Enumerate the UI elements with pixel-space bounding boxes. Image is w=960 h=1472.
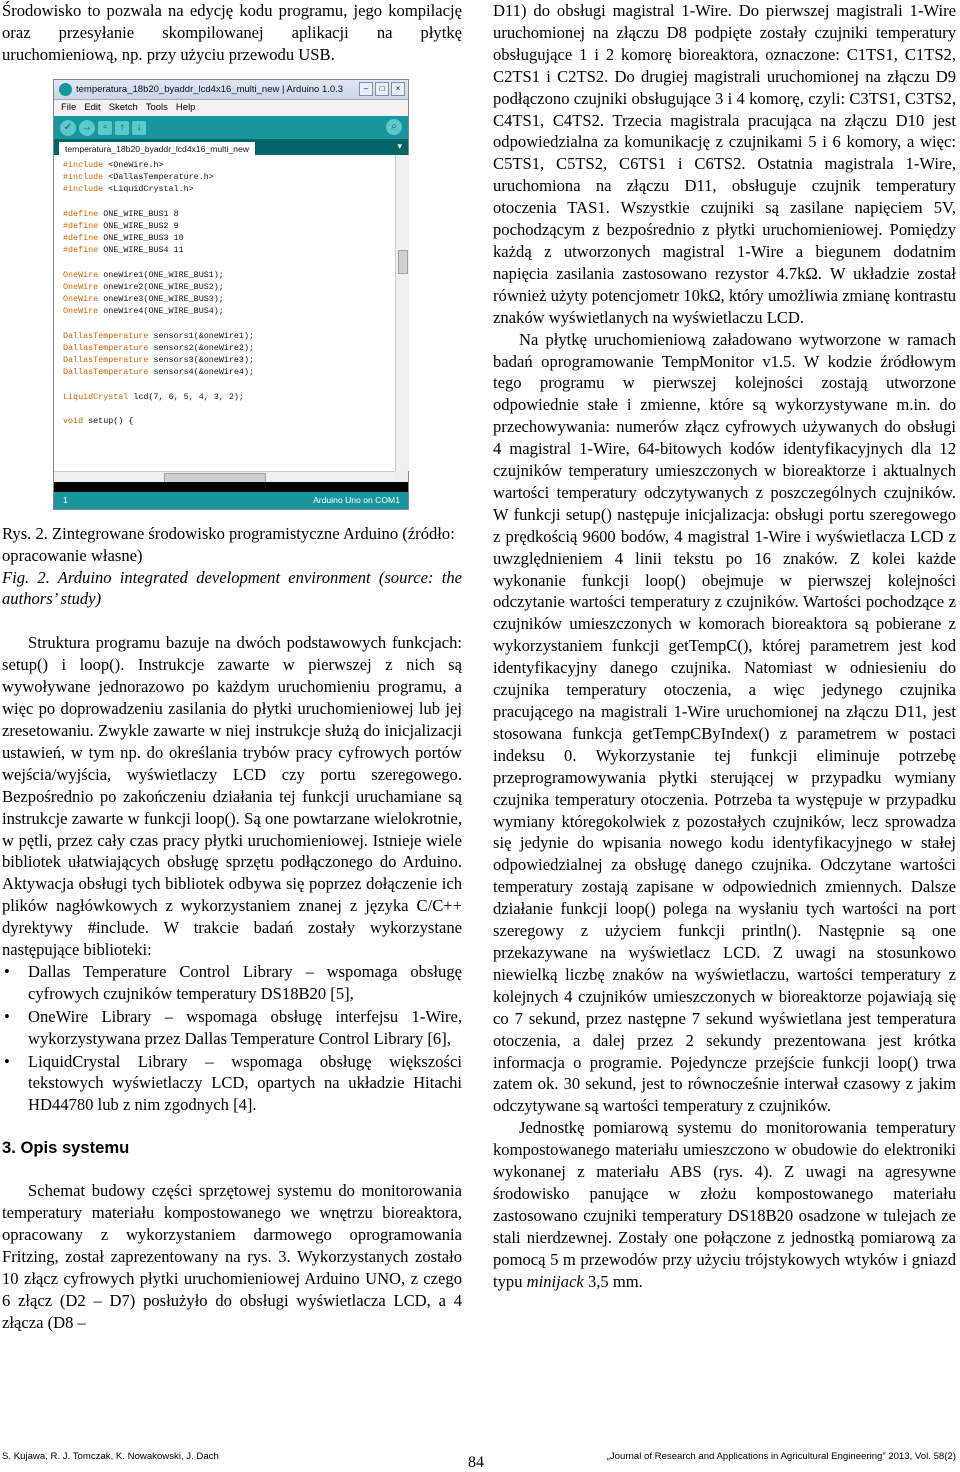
serial-monitor-icon[interactable]: ⌕ (386, 119, 402, 135)
close-icon[interactable]: × (391, 82, 405, 96)
code-line (63, 403, 395, 415)
figure-caption-en: Fig. 2. Arduino integrated development environment (source: the authors’ study) (2, 567, 462, 609)
code-line: OneWire oneWire3(ONE_WIRE_BUS3); (63, 294, 224, 305)
right-column (493, 0, 956, 1292)
ide-toolbar (54, 116, 408, 139)
body-paragraph: Struktura programu bazuje na dwóch podstawowych funkcjach: setup() i loop(). Instrukcje zawarte w pierwszej z nich są wywoływane jednorazowo po każdym uruchomieniu programu, a więc po doprowadzeniu zasilania do płytki uruchomieniowej lub jej zresetowaniu. Zwykle zawarte w niej instrukcje służą do inicjalizacji ustawień, w tym np. do określania trybów pracy cyfrowych portów wejścia/wyjścia, wyświetlaczy LCD czy portu szeregowego. Bezpośrednio po zakończeniu działania tej funkcji uruchamiane są instrukcje zawarte w funkcji loop(). Są one powtarzane wielokrotnie, w pętli, przez cały czas pracy płytki uruchomieniowej. Istnieje wiele bibliotek ułatwiających obsługę sprzętu podłączonego do Arduino. Aktywacja obsługi tych bibliotek odbywa się poprzez dołączenie ich plików nagłówkowych z wykorzystaniem znanej z języka C/C++ dyrektywy #include. W trakcie badań zostały wykorzystane następujące biblioteki: (2, 633, 462, 960)
intro-paragraph: Środowisko to pozwala na edycję kodu programu, jego kompilację oraz przesyłanie skompilowanej aplikacji na płytkę uruchomieniową, np. przy użyciu przewodu USB. (2, 1, 462, 64)
bullet-icon: • (4, 1051, 10, 1071)
code-line: #define ONE_WIRE_BUS4 11 (63, 245, 184, 256)
list-item: • Dallas Temperature Control Library – wspomaga obsługę cyfrowych czujników temperatury DS18B20 [5], (4, 961, 462, 1003)
code-line: OneWire oneWire1(ONE_WIRE_BUS1); (63, 269, 224, 280)
menu-edit[interactable]: Edit (84, 102, 101, 113)
footer-authors: S. Kujawa, R. J. Tomczak, K. Nowakowski, J. Dach (2, 1451, 219, 1462)
line-number: 1 (63, 495, 68, 505)
list-item: • OneWire Library – wspomaga obsługę interfejsu 1-Wire, wykorzystywana przez Dallas Temperature Control Library [6], (4, 1006, 462, 1048)
board-port-label: Arduino Uno on COM1 (313, 495, 400, 505)
body-paragraph: D11) do obsługi magistral 1-Wire. Do pierwszej magistrali 1-Wire uruchomionej na złączu D8 podpięte zostały czujniki temperatury obsługujące 1 i 2 komorę bioreaktora, oznaczone: C1TS1, C1TS2, C2TS1 i C2TS2. Do drugiej magistrali uruchomionej na złączu D9 podłączono czujniki obsługujące 3 i 4 komorę, czyli: C3TS1, C3TS2, C4TS1, C4TS2. Trzecia magistrala pracująca na złączu D10 jest odpowiedzialna za komunikację z czujnikami 5 i 6 komory, a więc: C5TS1, C5TS2, C6TS1 i C6TS2. Ostatnia magistrala 1-Wire, uruchomiona na złączu D11, obsługuje czujnik temperatury otoczenia TAS1. Wszystkie czujniki są zasilane napięciem 5V, pochodzącym z bezpośrednio z płytki uruchomieniowej. Pomiędzy każdą z utworzonych magistral 1-Wire a biegunem dodatnim napięcia zasilania zastosowano rezystor 4.7kΩ. W układzie został również użyty potencjometr 10kΩ, który umożliwia zmianę kontrastu znaków wyświetlanych na wyświetlaczu LCD. (493, 1, 957, 327)
code-line: LiquidCrystal lcd(7, 6, 5, 4, 3, 2); (63, 391, 244, 402)
maximize-icon[interactable]: □ (375, 82, 389, 96)
bullet-icon: • (4, 1006, 10, 1026)
page-number: 84 (468, 1454, 484, 1471)
menu-help[interactable]: Help (175, 102, 196, 113)
list-item: • LiquidCrystal Library – wspomaga obsługę większości tekstowych wyświetlaczy LCD, opartych na układzie Hitachi HD44780 lub z nim zgodnych [4]. (4, 1051, 462, 1115)
code-line: DallasTemperature sensors4(&oneWire4); (63, 367, 254, 378)
arduino-logo-icon (59, 83, 72, 96)
verify-icon[interactable]: ✓ (60, 120, 76, 136)
bullet-icon: • (4, 961, 10, 981)
new-icon[interactable]: ▫ (98, 121, 112, 135)
library-list (2, 961, 462, 1116)
code-line: #include <OneWire.h> (63, 160, 164, 170)
section-heading: 3. Opis systemu (2, 1138, 130, 1158)
body-paragraph: Jednostkę pomiarową systemu do monitorowania temperatury kompostowanego materiału umieszczono w obudowie do elektroniki wykonanej z materiału ABS (rys. 4). Z uwagi na agresywne środowisko panujące w złożu kompostowanego materiału zastosowano czujniki temperatury DS18B20 osadzone w tulejach ze stali nierdzewnej. Zostały one połączone z jednostką pomiarową za pomocą 5 m przewodów przy użyciu trójstykowych wtyków i gniazd typu minijack 3,5 mm. (493, 1118, 956, 1291)
code-line: OneWire oneWire2(ONE_WIRE_BUS2); (63, 282, 224, 292)
code-line (63, 318, 395, 330)
code-line: OneWire oneWire4(ONE_WIRE_BUS4); (63, 306, 224, 317)
window-titlebar (54, 80, 408, 100)
code-line: DallasTemperature sensors3(&oneWire3); (63, 355, 254, 366)
status-bar (54, 492, 408, 509)
menu-sketch[interactable]: Sketch (108, 102, 138, 113)
vertical-scrollbar[interactable] (395, 155, 409, 471)
tab-menu-icon[interactable]: ▾ (397, 141, 402, 151)
code-line: DallasTemperature sensors2(&oneWire2); (63, 343, 254, 353)
console-output (54, 482, 408, 492)
upload-icon[interactable]: → (79, 120, 95, 136)
minimize-icon[interactable]: – (359, 82, 373, 96)
code-line (63, 196, 395, 208)
code-line: #define ONE_WIRE_BUS2 9 (63, 221, 179, 231)
window-title: temperatura_18b20_byaddr_lcd4x16_multi_new | Arduino 1.0.3 (76, 84, 344, 95)
open-icon[interactable]: ↑ (115, 121, 129, 135)
menu-file[interactable]: File (61, 102, 77, 113)
arduino-ide-screenshot (53, 79, 409, 510)
body-paragraph: Na płytkę uruchomieniową załadowano wytworzone w ramach badań oprogramowanie TempMonitor v1.5. W kodzie źródłowym tego programu w pierwszej kolejności zostają utworzone odpowiednie stałe i zmienne, które są wykorzystywane m.in. do przechowywania: numerów złącz cyfrowych używanych do obsługi 4 magistral 1-Wire, 64-bitowych kodów identyfikacyjnych dla 12 czujników temperatury umieszczonych w bioreaktorze i aktualnych wartości temperatury odczytywanych z poszczególnych czujników. W funkcji setup() następuje inicjalizacja: obsługi portu szeregowego z prędkością 9600 bodów, 4 magistral 1-Wire i wyświetlacza LCD z uwzględnieniem 4 linii tekstu po 16 znaków. Z kolei każde wykonanie funkcji loop() obejmuje w pierwszej kolejności odczytanie wartości temperatury z czujników. Wartości pochodzące z czujników umieszczonych w komorach bioreaktora są pobierane z wykorzystaniem funkcji getTempC(), której parametrem jest kod identyfikacyjny danego czujnika. Natomiast w odniesieniu do czujnika temperatury otoczenia, a więc jedynego czujnika pracującego na magistrali 1-Wire uruchomionej na złączu D11, jest stosowana funkcja getTempCByIndex() z parametrem w postaci indeksu 0. Wykorzystanie tej funkcji eliminuje potrzebę przeprogramowywania płytki sterującej w przypadku wymiany czujnika temperatury otoczenia. Potrzeba ta występuje w przypadku wymiany któregokolwiek z pozostałych czujników, lecz sprowadza się jedynie do wpisania nowego kodu identyfikacyjnego w stałej odpowiedzialnej za obsługę danego czujnika. Odczytane wartości temperatury zostają zapisane w odpowiednich zmiennych. Dalsze działanie funkcji loop() polega na wysłaniu tych wartości na port szeregowy z użyciem funkcji println(). Następnie są one przekazywane na wyświetlacz LCD. Z uwagi na stosunkowo niewielką liczbę znaków na wyświetlaczu, wartości temperatury z kolejnych 4 czujników umieszczonych w bioreaktorze pojawiają się co 7 sekund, przez następne 7 sekund wyświetlana jest temperatura otoczenia, a dalej przez 2 sekundy prezentowana jest krótka informacja o programie. Pojedyncze przejście funkcji loop() trwa zatem ok. 30 sekund, jest to równocześnie interwał czasowy z jakim odczytywane są wartości temperatury z czujników. (493, 329, 956, 1116)
menu-tools[interactable]: Tools (145, 102, 168, 113)
save-icon[interactable]: ↓ (132, 121, 146, 135)
body-paragraph: Schemat budowy części sprzętowej systemu do monitorowania temperatury materiału kompostowanego we wnętrzu bioreaktora, opracowany z wykorzystaniem darmowego oprogramowania Fritzing, został zaprezentowany na rys. 3. Wykorzystanych zostało 10 złącz cyfrowych płytki uruchomieniowej Arduino UNO, z czego 6 złącz (D2 – D7) posłużyło do obsługi wyświetlacza LCD, a 4 złącza (D8 – (2, 1181, 462, 1332)
code-line: #include <LiquidCrystal.h> (63, 184, 194, 195)
code-line: void setup() { (63, 416, 134, 427)
footer-journal: „Journal of Research and Applications in Agricultural Engineering” 2013, Vol. 58(2) (606, 1451, 956, 1462)
figure-caption-pl: Rys. 2. Zintegrowane środowisko programistyczne Arduino (źródło: opracowanie własne) (2, 523, 455, 565)
code-line: DallasTemperature sensors1(&oneWire1); (63, 330, 254, 341)
code-line: #include <DallasTemperature.h> (63, 172, 214, 183)
menu-bar (54, 100, 408, 116)
code-line (63, 379, 395, 391)
code-line (63, 257, 395, 269)
tab-row (54, 139, 408, 156)
sketch-tab[interactable]: temperatura_18b20_byaddr_lcd4x16_multi_new (59, 142, 255, 156)
code-line: #define ONE_WIRE_BUS1 8 (63, 208, 179, 219)
code-line: #define ONE_WIRE_BUS3 10 (63, 233, 184, 244)
code-editor[interactable] (54, 155, 395, 471)
